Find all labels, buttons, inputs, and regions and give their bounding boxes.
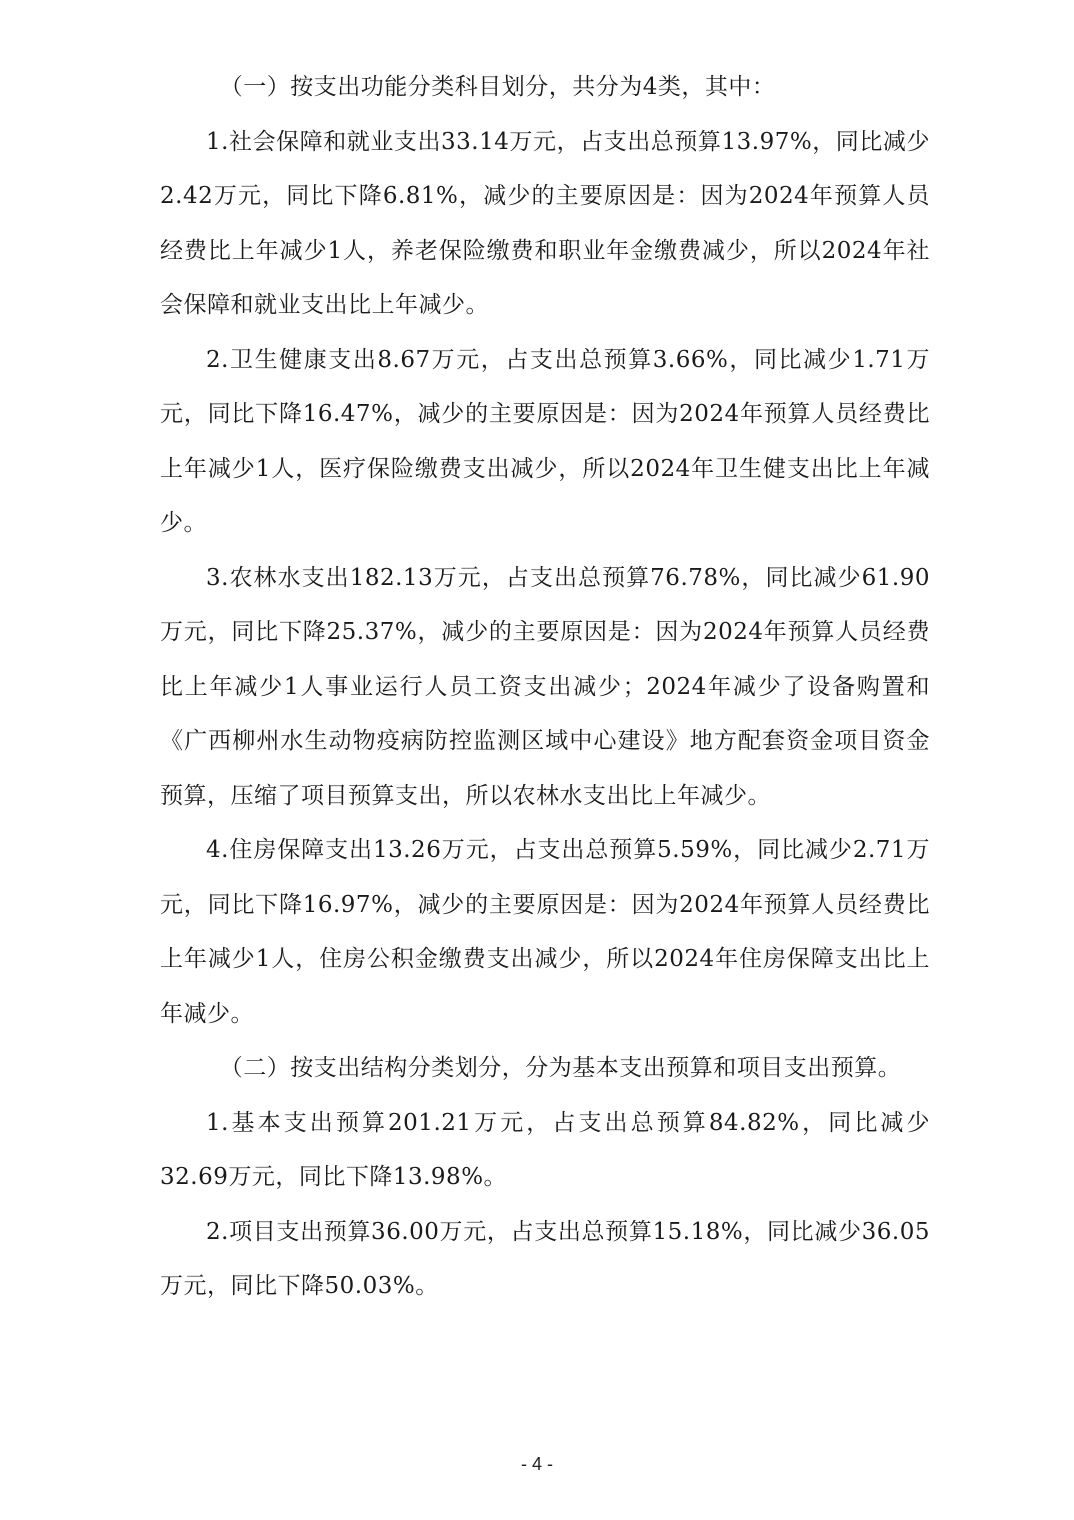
paragraph-agriculture-forestry-water: 3.农林水支出182.13万元，占支出总预算76.78%，同比减少61.90万元，同比下降25.37%，减少的主要原因是：因为2024年预算人员经费比上年减少1人事业运行人员工资支出减少；2024年减少了设备购置和《广西柳州水生动物疫病防控监测区域中心建设》地方配套资金项目资金预算，压缩了项目预算支出，所以农林水支出比上年减少。 (160, 564, 930, 809)
paragraph-health: 2.卫生健康支出8.67万元，占支出总预算3.66%，同比减少1.71万元，同比下降16.47%，减少的主要原因是：因为2024年预算人员经费比上年减少1人，医疗保险缴费支出减少，所以2024年卫生健支出比上年减少。 (160, 346, 930, 536)
section-heading-functional-classification: （一）按支出功能分类科目划分，共分为4类，其中： (219, 74, 776, 100)
paragraph-project-expenditure: 2.项目支出预算36.00万元，占支出总预算15.18%，同比减少36.05万元，同比下降50.03%。 (160, 1218, 930, 1299)
paragraph-basic-expenditure: 1.基本支出预算201.21万元，占支出总预算84.82%，同比减少32.69万元，同比下降13.98%。 (160, 1109, 930, 1190)
document-body (160, 60, 930, 1314)
page-number: - 4 - (520, 1454, 553, 1474)
section-heading-structural-classification: （二）按支出结构分类划分，分为基本支出预算和项目支出预算。 (219, 1055, 902, 1081)
paragraph-housing: 4.住房保障支出13.26万元，占支出总预算5.59%，同比减少2.71万元，同比下降16.97%，减少的主要原因是：因为2024年预算人员经费比上年减少1人，住房公积金缴费支出减少，所以2024年住房保障支出比上年减少。 (160, 837, 930, 1027)
paragraph-social-security: 1.社会保障和就业支出33.14万元，占支出总预算13.97%，同比减少2.42万元，同比下降6.81%，减少的主要原因是：因为2024年预算人员经费比上年减少1人，养老保险缴费和职业年金缴费减少，所以2024年社会保障和就业支出比上年减少。 (160, 128, 930, 318)
